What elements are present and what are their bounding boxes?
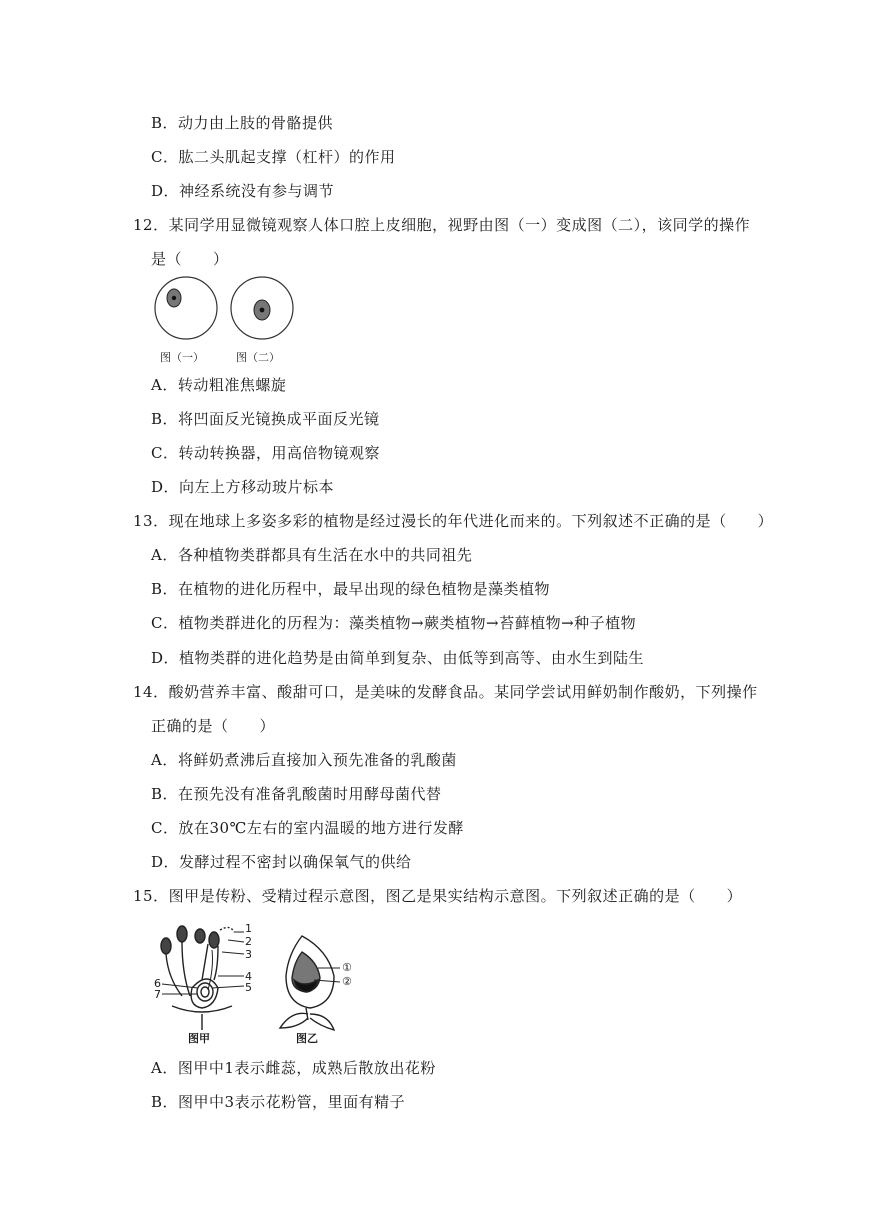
q13-option-b: B．在植物的进化历程中，最早出现的绿色植物是藻类植物 <box>151 580 551 598</box>
view-two-nucleus <box>260 308 265 313</box>
q14-option-d: D．发酵过程不密封以确保氧气的供给 <box>151 853 412 871</box>
fig-a-number-2: 2 <box>245 935 252 948</box>
stamen-anther-mid <box>177 926 187 942</box>
q14-option-a: A．将鲜奶煮沸后直接加入预先准备的乳酸菌 <box>151 751 457 769</box>
q12-option-a: A．转动粗准焦螺旋 <box>151 376 287 394</box>
fig-a-number-7: 7 <box>154 988 161 1001</box>
stamen-anther-left <box>161 938 171 954</box>
view-one-circle <box>155 277 217 339</box>
pointer-2 <box>228 940 244 942</box>
q13-option-d: D．植物类群的进化趋势是由简单到复杂、由低等到高等、由水生到陆生 <box>151 649 645 667</box>
pointer-6 <box>162 984 198 988</box>
pistil-style-left <box>202 944 208 980</box>
q14-stem-line2: 正确的是（ ） <box>151 717 276 735</box>
stamen-anther-right <box>195 929 205 943</box>
fig-a-number-4: 4 <box>245 970 252 983</box>
pistil-style-right <box>214 946 218 980</box>
fruit-leaf-left <box>280 1013 308 1028</box>
receptacle <box>172 1006 232 1012</box>
fig-a-number-6: 6 <box>154 977 161 990</box>
q12-stem-line2: 是（ ） <box>151 250 229 268</box>
ovule-outer <box>197 983 213 1001</box>
q15-figure-label-b: 图乙 <box>296 1032 318 1045</box>
q12-figure-label-two: 图（二） <box>236 351 280 364</box>
q13-option-c: C．植物类群进化的历程为：藻类植物→蕨类植物→苔藓植物→种子植物 <box>151 614 637 632</box>
flower-diagram <box>161 926 244 1030</box>
q12-option-c: C．转动转换器，用高倍物镜观察 <box>151 444 380 462</box>
q15-figure <box>152 918 362 1048</box>
ovule-inner <box>201 987 209 997</box>
q12-option-d: D．向左上方移动玻片标本 <box>151 478 335 496</box>
q13-option-a: A．各种植物类群都具有生活在水中的共同祖先 <box>151 546 473 564</box>
q13-stem-line1: 13．现在地球上多姿多彩的植物是经过漫长的年代进化而来的。下列叙述不正确的是（ ） <box>133 512 774 530</box>
q11-option-b: B．动力由上肢的骨骼提供 <box>151 114 334 132</box>
q15-stem-line1: 15．图甲是传粉、受精过程示意图，图乙是果实结构示意图。下列叙述正确的是（ ） <box>133 887 743 905</box>
q12-stem-line1: 12．某同学用显微镜观察人体口腔上皮细胞，视野由图（一）变成图（二），该同学的操作 <box>133 216 751 234</box>
q14-option-c: C．放在30℃左右的室内温暖的地方进行发酵 <box>151 819 464 837</box>
q15-option-b: B．图甲中3表示花粉管，里面有精子 <box>151 1093 406 1111</box>
view-one-nucleus <box>172 296 176 300</box>
q11-option-d: D．神经系统没有参与调节 <box>151 182 335 200</box>
fig-b-number-1: ① <box>342 961 352 974</box>
fruit-diagram <box>280 936 340 1030</box>
q15-option-a: A．图甲中1表示雌蕊，成熟后散放出花粉 <box>151 1059 436 1077</box>
q14-stem-line1: 14．酸奶营养丰富、酸甜可口，是美味的发酵食品。某同学尝试用鲜奶制作酸奶，下列操作 <box>133 683 758 701</box>
q12-figure-label-one: 图（一） <box>160 351 204 364</box>
pointer-3 <box>222 952 244 954</box>
q15-figure-label-a: 图甲 <box>188 1032 210 1045</box>
fruit-leaf-right <box>310 1014 334 1030</box>
q12-option-b: B．将凹面反光镜换成平面反光镜 <box>151 410 380 428</box>
fig-a-number-5: 5 <box>245 981 252 994</box>
fig-a-number-1: 1 <box>245 922 252 935</box>
q12-figure <box>152 276 302 366</box>
pollen-grain-path <box>220 927 234 932</box>
fig-a-number-3: 3 <box>245 948 252 961</box>
q11-option-c: C．肱二头肌起支撑（杠杆）的作用 <box>151 148 396 166</box>
stamen-filament-mid <box>182 942 190 996</box>
stamen-filament-left <box>166 954 182 996</box>
fig-b-number-2: ② <box>342 975 352 988</box>
q14-option-b: B．在预先没有准备乳酸菌时用酵母菌代替 <box>151 785 442 803</box>
pollination-fruit-diagram <box>152 918 362 1048</box>
pistil-stigma <box>209 932 219 948</box>
